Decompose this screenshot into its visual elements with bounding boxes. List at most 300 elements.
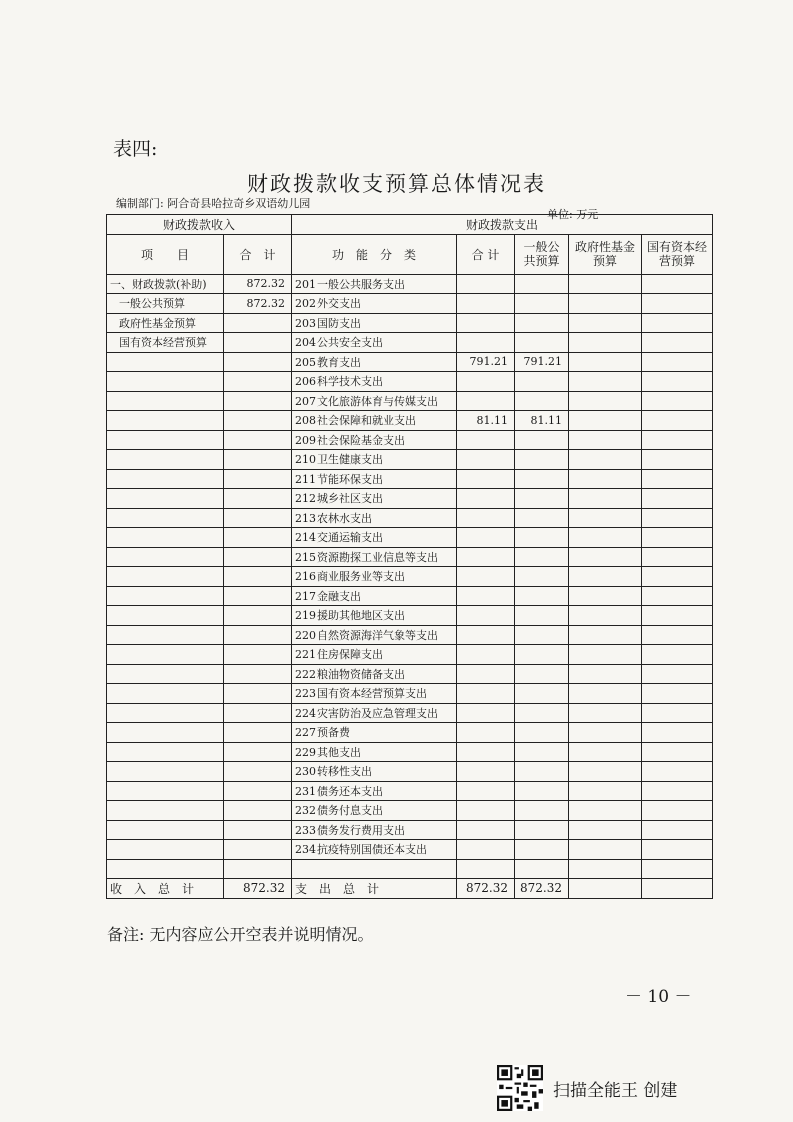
- table-row: [107, 567, 713, 587]
- unit-label: 单位: 万元: [547, 208, 599, 221]
- expense-total-label: 支 出 总 计: [292, 879, 457, 899]
- income-item-cell: [107, 411, 224, 431]
- income-total-cell: [224, 742, 292, 762]
- general-public-header: 一般公共预算: [515, 234, 569, 274]
- state-capital-header: 国有资本经营预算: [642, 234, 713, 274]
- income-total-cell: [224, 801, 292, 821]
- function-code: 227: [295, 726, 317, 740]
- function-class-cell: [292, 703, 457, 723]
- function-code: 202: [295, 297, 317, 311]
- table-row: [107, 762, 713, 782]
- income-group-header: 财政拨款收入: [107, 215, 292, 235]
- function-name: 援助其他地区支出: [317, 609, 406, 623]
- function-class-cell: [292, 391, 457, 411]
- general-public-cell: [515, 586, 569, 606]
- gov-fund-cell: [569, 723, 642, 743]
- expense-total-cell: [457, 430, 515, 450]
- function-class-cell: [292, 567, 457, 587]
- general-public-cell: [515, 430, 569, 450]
- table-row: [107, 274, 713, 294]
- compiling-department: 编制部门: 阿合奇县哈拉奇乡双语幼儿园: [116, 197, 311, 210]
- expense-total-cell: 791.21: [457, 352, 515, 372]
- general-public-cell: 81.11: [515, 411, 569, 431]
- income-total-cell: [224, 664, 292, 684]
- gov-fund-cell: [569, 859, 642, 879]
- function-name: 节能环保支出: [317, 472, 384, 486]
- remark-note: 备注: 无内容应公开空表并说明情况。: [107, 925, 374, 944]
- function-code: 233: [295, 823, 317, 837]
- function-name: 科学技术支出: [317, 375, 384, 389]
- function-name: 教育支出: [317, 355, 362, 369]
- state-capital-cell: [642, 313, 713, 333]
- general-public-cell: [515, 606, 569, 626]
- totals-row: [107, 879, 713, 899]
- income-total-cell: [224, 859, 292, 879]
- income-item-cell: [107, 742, 224, 762]
- expense-group-header: 财政拨款支出: [292, 215, 713, 235]
- gov-fund-cell: [569, 450, 642, 470]
- table-row: [107, 547, 713, 567]
- expense-total-cell: [457, 801, 515, 821]
- state-capital-cell: [642, 469, 713, 489]
- income-item-cell: [107, 664, 224, 684]
- expense-total-cell: [457, 391, 515, 411]
- item-header: 项 目: [107, 234, 224, 274]
- function-code: 224: [295, 706, 317, 720]
- table-row: [107, 508, 713, 528]
- gov-fund-cell: [569, 528, 642, 548]
- page-number: － 10 －: [625, 987, 692, 1007]
- state-capital-cell: [642, 645, 713, 665]
- function-class-cell: [292, 489, 457, 509]
- general-public-cell: [515, 762, 569, 782]
- general-public-cell: [515, 625, 569, 645]
- function-name: 资源勘探工业信息等支出: [317, 550, 439, 564]
- state-capital-cell: [642, 840, 713, 860]
- expense-total-cell: [457, 859, 515, 879]
- income-item-cell: [107, 372, 224, 392]
- income-total-cell: [224, 703, 292, 723]
- table-row: [107, 742, 713, 762]
- state-capital-cell: [642, 547, 713, 567]
- function-class-cell: [292, 606, 457, 626]
- gov-fund-cell: [569, 391, 642, 411]
- function-name: 城乡社区支出: [317, 492, 384, 506]
- income-total-cell: [224, 625, 292, 645]
- expense-total-cell: [457, 274, 515, 294]
- expense-total-cell: [457, 781, 515, 801]
- function-name: 债务还本支出: [317, 784, 384, 798]
- function-name: 社会保障和就业支出: [317, 414, 417, 428]
- function-code: 204: [295, 336, 317, 350]
- function-class-cell: [292, 820, 457, 840]
- function-class-cell: [292, 742, 457, 762]
- expense-total-cell: [457, 723, 515, 743]
- function-class-cell: [292, 840, 457, 860]
- general-public-cell: [515, 684, 569, 704]
- function-class-cell: [292, 508, 457, 528]
- function-name: 交通运输支出: [317, 531, 384, 545]
- income-total-cell: [224, 840, 292, 860]
- general-public-cell: [515, 508, 569, 528]
- function-code: 234: [295, 843, 317, 857]
- gov-fund-cell: [569, 567, 642, 587]
- function-name: 转移性支出: [317, 765, 373, 779]
- income-item-cell: 政府性基金预算: [107, 313, 224, 333]
- gov-fund-cell: [569, 313, 642, 333]
- gov-fund-cell: [569, 430, 642, 450]
- expense-total-cell: [457, 606, 515, 626]
- function-name: 社会保险基金支出: [317, 433, 406, 447]
- state-capital-cell: [642, 352, 713, 372]
- table-row: [107, 391, 713, 411]
- income-item-cell: [107, 625, 224, 645]
- income-total-cell: [224, 606, 292, 626]
- state-capital-cell: [642, 859, 713, 879]
- expense-total-cell: [457, 567, 515, 587]
- function-name: 债务付息支出: [317, 804, 384, 818]
- expense-total-cell: [457, 508, 515, 528]
- state-capital-cell: [642, 820, 713, 840]
- gov-fund-cell: [569, 840, 642, 860]
- state-capital-cell: [642, 333, 713, 353]
- state-capital-cell: [642, 567, 713, 587]
- gov-fund-cell: [569, 547, 642, 567]
- table-row: [107, 372, 713, 392]
- income-total-header: 合 计: [224, 234, 292, 274]
- expense-total-cell: [457, 450, 515, 470]
- function-name: 商业服务业等支出: [317, 570, 406, 584]
- general-public-cell: [515, 489, 569, 509]
- gov-fund-cell: [569, 294, 642, 314]
- general-public-cell: [515, 567, 569, 587]
- income-total-cell: [224, 586, 292, 606]
- income-total-cell: [224, 723, 292, 743]
- state-capital-cell: [642, 489, 713, 509]
- general-public-cell: [515, 801, 569, 821]
- income-item-cell: [107, 859, 224, 879]
- general-public-cell: [515, 294, 569, 314]
- function-code: 210: [295, 453, 317, 467]
- function-class-cell: [292, 801, 457, 821]
- table-row: [107, 294, 713, 314]
- function-code: 212: [295, 492, 317, 506]
- general-public-cell: [515, 274, 569, 294]
- function-code: 229: [295, 745, 317, 759]
- function-code: 215: [295, 550, 317, 564]
- income-total-cell: [224, 372, 292, 392]
- expense-total-cell: [457, 684, 515, 704]
- income-item-cell: [107, 352, 224, 372]
- function-code: 232: [295, 804, 317, 818]
- function-name: 住房保障支出: [317, 648, 384, 662]
- income-total-cell: [224, 352, 292, 372]
- general-public-cell: [515, 469, 569, 489]
- income-item-cell: [107, 723, 224, 743]
- income-grand-total: 872.32: [224, 879, 292, 899]
- table-row: [107, 703, 713, 723]
- expense-total-cell: [457, 625, 515, 645]
- state-capital-cell: [642, 742, 713, 762]
- table-row: [107, 801, 713, 821]
- function-code: 221: [295, 648, 317, 662]
- function-name: 文化旅游体育与传媒支出: [317, 394, 439, 408]
- function-name: 债务发行费用支出: [317, 823, 406, 837]
- scanner-watermark: [497, 1065, 677, 1111]
- income-item-cell: [107, 762, 224, 782]
- state-capital-cell: [642, 274, 713, 294]
- table-row: [107, 820, 713, 840]
- gov-fund-cell: [569, 664, 642, 684]
- gov-fund-cell: [569, 372, 642, 392]
- table-row: [107, 684, 713, 704]
- income-total-cell: [224, 489, 292, 509]
- function-code: 206: [295, 375, 317, 389]
- table-row: [107, 489, 713, 509]
- general-public-cell: [515, 333, 569, 353]
- function-name: 灾害防治及应急管理支出: [317, 706, 439, 720]
- table-row: [107, 333, 713, 353]
- income-item-cell: 一、财政拨款(补助): [107, 274, 224, 294]
- function-class-cell: [292, 352, 457, 372]
- income-item-cell: [107, 645, 224, 665]
- function-name: 国有资本经营预算支出: [317, 687, 428, 701]
- general-public-cell: [515, 391, 569, 411]
- gov-fund-cell: [569, 645, 642, 665]
- function-code: 222: [295, 667, 317, 681]
- income-total-cell: [224, 430, 292, 450]
- scanner-brand-text: 扫描全能王 创建: [553, 1080, 678, 1101]
- state-capital-cell: [642, 508, 713, 528]
- gov-fund-cell: [569, 781, 642, 801]
- income-item-cell: 国有资本经营预算: [107, 333, 224, 353]
- gov-fund-cell: [569, 333, 642, 353]
- state-capital-cell: [642, 781, 713, 801]
- state-capital-cell: [642, 801, 713, 821]
- general-public-cell: [515, 664, 569, 684]
- function-class-cell: [292, 723, 457, 743]
- function-name: 外交支出: [317, 297, 362, 311]
- income-total-cell: 872.32: [224, 274, 292, 294]
- income-total-cell: [224, 645, 292, 665]
- income-total-cell: [224, 820, 292, 840]
- expense-total-header: 合 计: [457, 234, 515, 274]
- income-total-cell: [224, 528, 292, 548]
- expense-total-cell: 81.11: [457, 411, 515, 431]
- income-total-cell: 872.32: [224, 294, 292, 314]
- table-row: [107, 606, 713, 626]
- general-public-cell: 791.21: [515, 352, 569, 372]
- income-item-cell: [107, 820, 224, 840]
- state-capital-cell: [642, 372, 713, 392]
- gov-fund-cell: [569, 586, 642, 606]
- income-item-cell: [107, 508, 224, 528]
- income-item-cell: [107, 469, 224, 489]
- function-class-cell: [292, 333, 457, 353]
- budget-table: [106, 214, 713, 899]
- income-item-cell: [107, 586, 224, 606]
- expense-total-cell: [457, 820, 515, 840]
- income-total-cell: [224, 547, 292, 567]
- table-row: [107, 625, 713, 645]
- expense-total-cell: [457, 586, 515, 606]
- income-item-cell: [107, 606, 224, 626]
- expense-total-cell: [457, 489, 515, 509]
- state-capital-cell: [642, 430, 713, 450]
- income-total-label: 收 入 总 计: [107, 879, 224, 899]
- function-name: 粮油物资储备支出: [317, 667, 406, 681]
- general-public-grand-total: 872.32: [515, 879, 569, 899]
- gov-fund-cell: [569, 352, 642, 372]
- expense-total-cell: [457, 762, 515, 782]
- function-name: 自然资源海洋气象等支出: [317, 628, 439, 642]
- income-total-cell: [224, 333, 292, 353]
- table-row: [107, 723, 713, 743]
- function-name: 国防支出: [317, 316, 362, 330]
- general-public-cell: [515, 840, 569, 860]
- table-label: 表四:: [113, 138, 158, 160]
- expense-total-cell: [457, 469, 515, 489]
- function-class-cell: [292, 762, 457, 782]
- function-class-cell: [292, 664, 457, 684]
- function-code: 208: [295, 414, 317, 428]
- income-item-cell: [107, 684, 224, 704]
- general-public-cell: [515, 645, 569, 665]
- table-row: [107, 645, 713, 665]
- gov-fund-cell: [569, 469, 642, 489]
- table-row: [107, 840, 713, 860]
- function-code: 207: [295, 394, 317, 408]
- expense-total-cell: [457, 703, 515, 723]
- table-row: [107, 313, 713, 333]
- income-total-cell: [224, 781, 292, 801]
- function-class-cell: [292, 528, 457, 548]
- function-code: 203: [295, 316, 317, 330]
- function-code: 230: [295, 765, 317, 779]
- function-code: 231: [295, 784, 317, 798]
- income-item-cell: [107, 430, 224, 450]
- gov-fund-cell: [569, 508, 642, 528]
- function-class-cell: [292, 411, 457, 431]
- income-item-cell: [107, 489, 224, 509]
- income-total-cell: [224, 313, 292, 333]
- table-row: [107, 450, 713, 470]
- function-name: 农林水支出: [317, 511, 373, 525]
- qr-code-icon: [497, 1065, 543, 1111]
- state-capital-cell: [642, 450, 713, 470]
- state-capital-cell: [642, 294, 713, 314]
- general-public-cell: [515, 547, 569, 567]
- table-row: [107, 781, 713, 801]
- general-public-cell: [515, 528, 569, 548]
- income-item-cell: 一般公共预算: [107, 294, 224, 314]
- expense-total-cell: [457, 333, 515, 353]
- state-capital-cell: [642, 703, 713, 723]
- function-code: 219: [295, 609, 317, 623]
- income-item-cell: [107, 391, 224, 411]
- general-public-cell: [515, 781, 569, 801]
- function-code: 216: [295, 570, 317, 584]
- state-capital-grand-total: [642, 879, 713, 899]
- income-item-cell: [107, 450, 224, 470]
- function-code: 209: [295, 433, 317, 447]
- function-code: 223: [295, 687, 317, 701]
- general-public-cell: [515, 723, 569, 743]
- state-capital-cell: [642, 664, 713, 684]
- income-item-cell: [107, 703, 224, 723]
- function-class-cell: [292, 294, 457, 314]
- expense-total-cell: [457, 294, 515, 314]
- gov-fund-cell: [569, 606, 642, 626]
- function-code: 205: [295, 355, 317, 369]
- function-code: 213: [295, 511, 317, 525]
- function-class-cell: [292, 313, 457, 333]
- income-item-cell: [107, 528, 224, 548]
- state-capital-cell: [642, 606, 713, 626]
- income-item-cell: [107, 801, 224, 821]
- income-item-cell: [107, 547, 224, 567]
- expense-total-cell: [457, 547, 515, 567]
- state-capital-cell: [642, 684, 713, 704]
- expense-total-cell: [457, 372, 515, 392]
- table-row: [107, 411, 713, 431]
- state-capital-cell: [642, 411, 713, 431]
- state-capital-cell: [642, 723, 713, 743]
- function-code: 214: [295, 531, 317, 545]
- gov-fund-cell: [569, 820, 642, 840]
- state-capital-cell: [642, 762, 713, 782]
- function-class-cell: [292, 547, 457, 567]
- general-public-cell: [515, 372, 569, 392]
- income-item-cell: [107, 840, 224, 860]
- table-row: [107, 664, 713, 684]
- expense-total-cell: [457, 313, 515, 333]
- function-class-cell: [292, 430, 457, 450]
- income-total-cell: [224, 450, 292, 470]
- income-item-cell: [107, 567, 224, 587]
- expense-total-cell: [457, 664, 515, 684]
- state-capital-cell: [642, 528, 713, 548]
- expense-total-cell: [457, 528, 515, 548]
- gov-fund-grand-total: [569, 879, 642, 899]
- document-title: 财政拨款收支预算总体情况表: [247, 172, 546, 196]
- gov-fund-cell: [569, 742, 642, 762]
- table-row: [107, 528, 713, 548]
- function-name: 公共安全支出: [317, 336, 384, 350]
- income-total-cell: [224, 684, 292, 704]
- expense-total-cell: [457, 742, 515, 762]
- general-public-cell: [515, 820, 569, 840]
- function-code: 201: [295, 277, 317, 291]
- income-item-cell: [107, 781, 224, 801]
- gov-fund-cell: [569, 762, 642, 782]
- function-class-cell: [292, 684, 457, 704]
- gov-fund-cell: [569, 411, 642, 431]
- function-code: 211: [295, 472, 317, 486]
- function-class-cell: [292, 586, 457, 606]
- general-public-cell: [515, 703, 569, 723]
- gov-fund-cell: [569, 489, 642, 509]
- function-class-cell: [292, 450, 457, 470]
- state-capital-cell: [642, 391, 713, 411]
- gov-fund-cell: [569, 274, 642, 294]
- expense-total-cell: [457, 645, 515, 665]
- function-name: 一般公共服务支出: [317, 277, 406, 291]
- function-class-cell: [292, 372, 457, 392]
- function-class-header: 功 能 分 类: [292, 234, 457, 274]
- gov-fund-header: 政府性基金预算: [569, 234, 642, 274]
- gov-fund-cell: [569, 703, 642, 723]
